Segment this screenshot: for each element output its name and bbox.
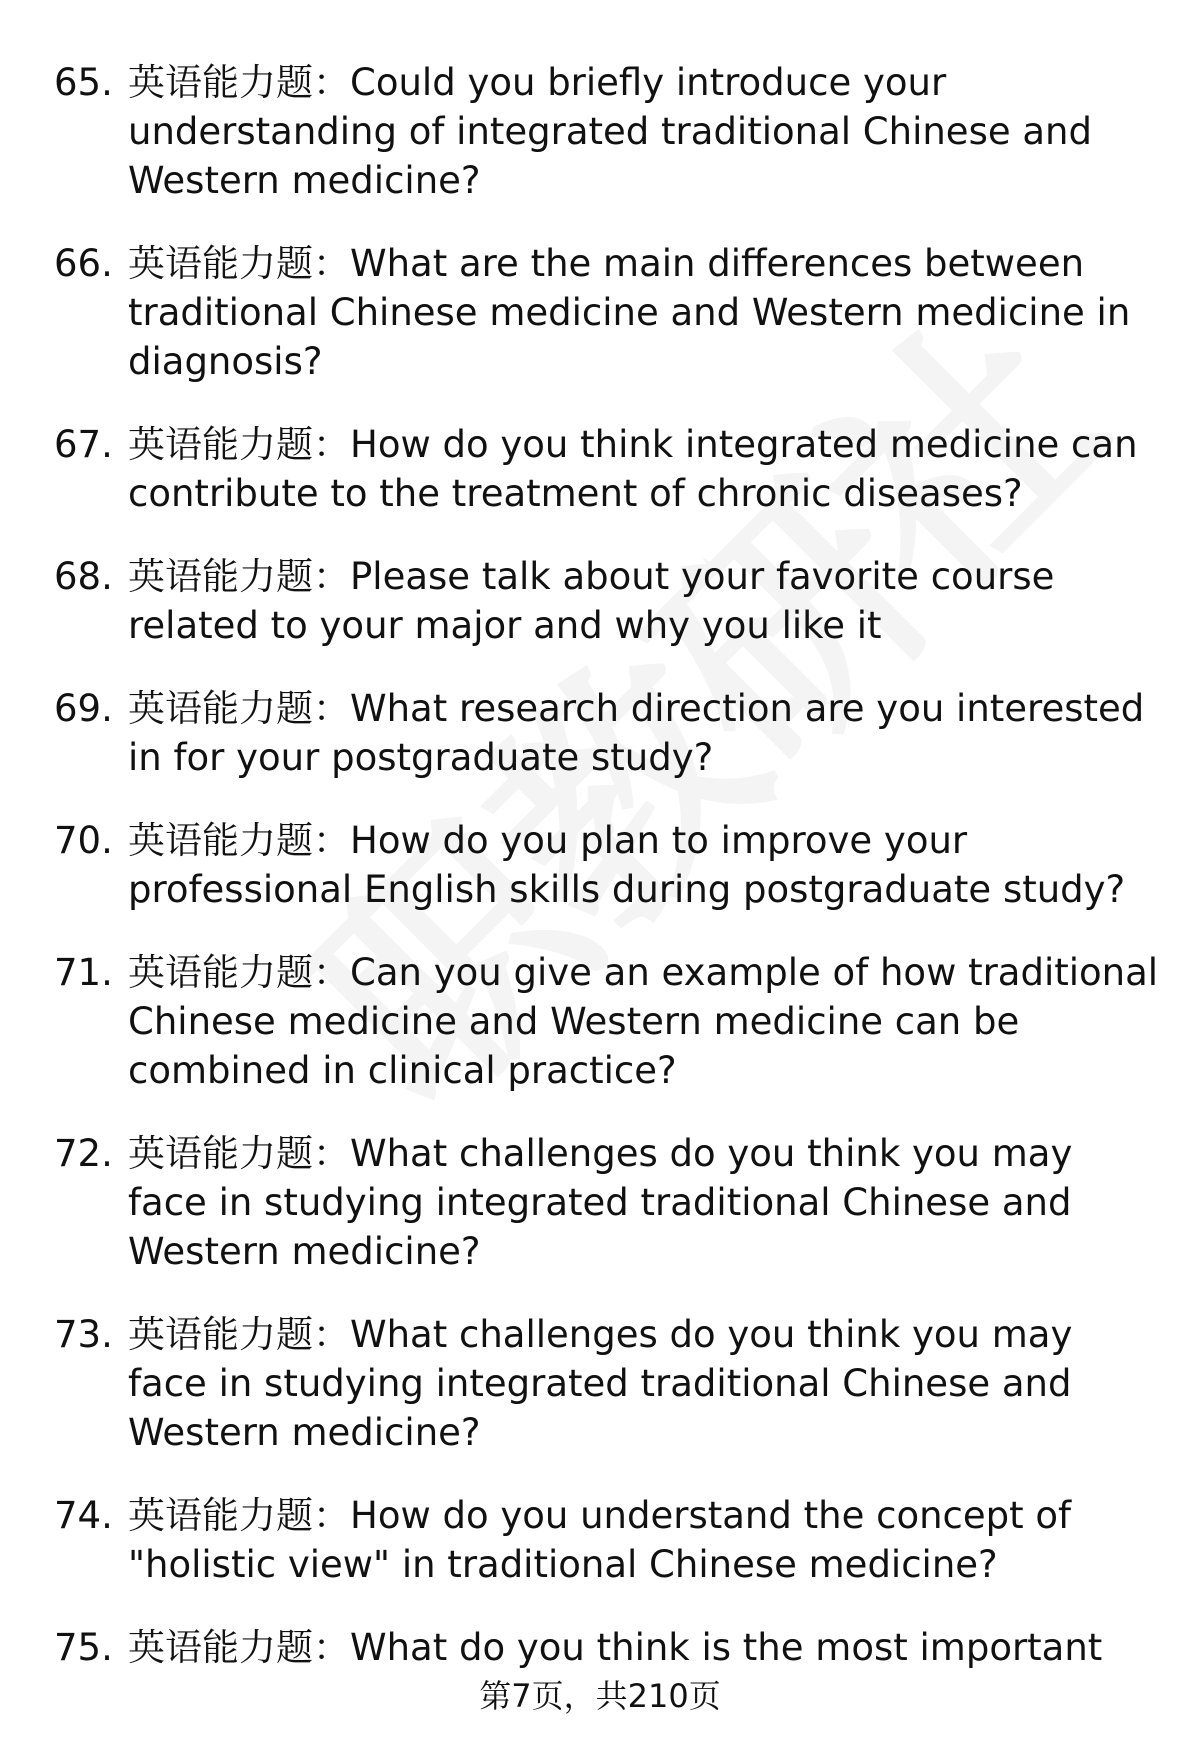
question-item	[0, 1491, 1200, 1589]
question-item	[0, 684, 1200, 782]
question-list	[0, 58, 1200, 1706]
question-category: 英语能力题：	[128, 1626, 350, 1669]
question-number: 69.	[54, 687, 113, 730]
question-text: Can you give an example of how traditional Chinese medicine and Western medicine can be combined in clinical practice?	[128, 951, 1159, 1092]
question-number: 68.	[54, 555, 113, 598]
question-category: 英语能力题：	[128, 819, 350, 862]
question-category: 英语能力题：	[128, 1313, 350, 1356]
question-number: 71.	[54, 951, 113, 994]
question-number: 74.	[54, 1494, 113, 1537]
question-text: What do you think is the most important	[350, 1626, 1103, 1669]
question-text: Please talk about your favorite course related to your major and why you like it	[128, 555, 1055, 647]
page-footer: 第7页，共210页	[479, 1677, 721, 1715]
question-item	[0, 1310, 1200, 1457]
question-category: 英语能力题：	[128, 61, 350, 104]
question-text: What challenges do you think you may face in studying integrated traditional Chinese and Western medicine?	[128, 1313, 1073, 1454]
question-item	[0, 420, 1200, 518]
question-number: 70.	[54, 819, 113, 862]
question-category: 英语能力题：	[128, 242, 350, 285]
question-item	[0, 58, 1200, 205]
question-number: 66.	[54, 242, 113, 285]
question-category: 英语能力题：	[128, 555, 350, 598]
question-item	[0, 552, 1200, 650]
question-category: 英语能力题：	[128, 1494, 350, 1537]
question-text: How do you think integrated medicine can contribute to the treatment of chronic diseases?	[128, 423, 1138, 515]
question-number: 73.	[54, 1313, 113, 1356]
question-number: 67.	[54, 423, 113, 466]
question-text: What research direction are you interested in for your postgraduate study?	[128, 687, 1145, 779]
question-text: What challenges do you think you may face in studying integrated traditional Chinese and Western medicine?	[128, 1132, 1073, 1273]
question-number: 65.	[54, 61, 113, 104]
question-text: What are the main differences between traditional Chinese medicine and Western medicine in diagnosis?	[128, 242, 1131, 383]
question-category: 英语能力题：	[128, 423, 350, 466]
question-category: 英语能力题：	[128, 1132, 350, 1175]
question-category: 英语能力题：	[128, 687, 350, 730]
question-category: 英语能力题：	[128, 951, 350, 994]
question-number: 72.	[54, 1132, 113, 1175]
question-text: Could you briefly introduce your understanding of integrated traditional Chinese and Western medicine?	[128, 61, 1092, 202]
question-text: How do you understand the concept of "holistic view" in traditional Chinese medicine?	[128, 1494, 1072, 1586]
question-item	[0, 948, 1200, 1095]
question-item	[0, 1623, 1200, 1672]
question-number: 75.	[54, 1626, 113, 1669]
question-item	[0, 816, 1200, 914]
question-item	[0, 1129, 1200, 1276]
question-item	[0, 239, 1200, 386]
question-text: How do you plan to improve your professional English skills during postgraduate study?	[128, 819, 1126, 911]
